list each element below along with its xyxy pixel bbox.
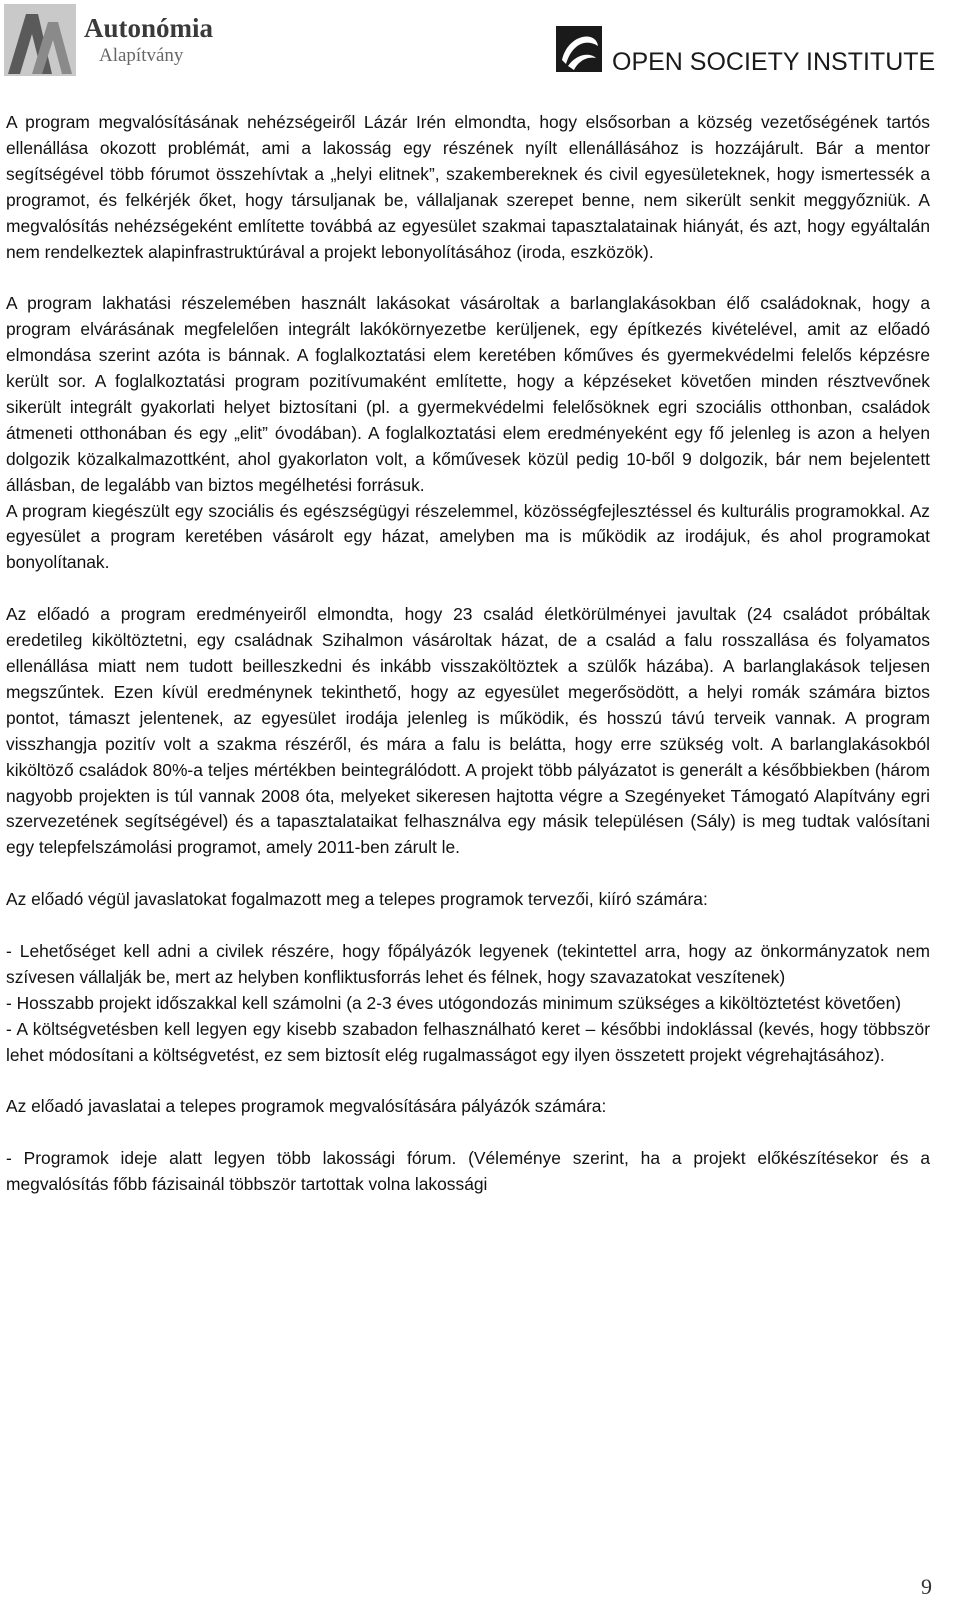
list-item-proposal-2: - Hosszabb projekt időszakkal kell számolni (a 2-3 éves utógondozás minimum szükséges a kiköltöztetést követően): [6, 992, 902, 1013]
open-society-institute-logo: [556, 20, 936, 80]
paragraph-applicant-proposals-intro: Az előadó javaslatai a telepes programok megvalósítására pályázók számára:: [6, 1096, 607, 1117]
list-item-proposal-3: - A költségvetésben kell legyen egy kisebb szabadon felhasználható keret – későbbi indoklással (kevés, hogy többször lehet módosítani a költségvetést, ez sem biztosít elég rugalmasságot egy ilyen összetett projekt végrehajtásához).: [6, 1018, 930, 1065]
page-header: [0, 0, 960, 90]
paragraph-difficulties: A program megvalósításának nehézségeiről Lázár Irén elmondta, hogy elsősorban a község vezetőségének tartós ellenállása okozott problémát, ami a lakosság egy részének nyílt ellenállásához is hozzájárult. Bár a mentor segítségével több fórumot összehívtak a „helyi elitnek”, szakembereknek és civil egyesületeknek, hogy ismertessék a programot, és felkérjék őket, hogy társuljanak be, vállaljanak szerepet benne, nem sikerült senkit meggyőzniük. A megvalósítás nehézségeként említette továbbá az egyesület szakmai tapasztalatainak hiányát, és azt, hogy egyáltalán nem rendelkeztek alapinfrastruktúrával a projekt lebonyolításához (iroda, eszközök).: [6, 112, 930, 262]
paragraph-proposals-intro: Az előadó végül javaslatokat fogalmazott meg a telepes programok tervezői, kiíró számára:: [6, 889, 708, 910]
paragraph-social-element: A program kiegészült egy szociális és egészségügyi részelemmel, közösségfejlesztéssel és kulturális programokkal. Az egyesület a program keretében vásárolt egy házat, amelyben ma is működik az irodájuk, és ahol programokat bonyolítanak.: [6, 500, 930, 573]
list-item-applicant-proposal-1: - Programok ideje alatt legyen több lakossági fórum. (Véleménye szerint, ha a projekt előkészítésekor és a megvalósítás főbb fázisainál többször tartottak volna lakossági: [6, 1148, 930, 1195]
list-item-proposal-1: - Lehetőséget kell adni a civilek részére, hogy főpályázók legyenek (tekintettel arra, hogy az önkormányzatok nem szívesen vállalják be, mert az helyben konfliktusforrás lehet és félnek, hogy szavazatokat veszítenek): [6, 940, 930, 987]
document-body: [6, 110, 930, 1198]
svg-text:OPEN SOCIETY INSTITUTE: OPEN SOCIETY INSTITUTE: [612, 48, 936, 76]
svg-text:Alapítvány: Alapítvány: [99, 45, 184, 66]
paragraph-housing-employment: A program lakhatási részelemében használt lakásokat vásároltak a barlanglakásokban élő családoknak, hogy a program elvárásának megfelelően integrált lakókörnyezetbe kerüljenek, egy építkezés kivételével, amit az előadó elmondása szerint azóta is bánnak. A foglalkoztatási elem keretében kőműves és gyermekvédelmi felelős képzésre került sor. A foglalkoztatási program pozitívumaként említette, hogy a képzéseket követően minden résztvevőnek sikerült integrált gyakorlati helyet biztosítani (pl. a gyermekvédelmi felelősöknek egri szociális otthonban, családok átmeneti otthonában és egy „elit” óvodában). A foglalkoztatási elem eredményeként egy fő jelenleg is azon a helyen dolgozik közalkalmazottként, ahol gyakorlaton volt, a kőművesek közül pedig 10-ből 9 dolgozik, bár nem bejelentett állásban, de legalább van biztos megélhetési forrásuk.: [6, 293, 930, 495]
page-number: 9: [921, 1574, 932, 1599]
svg-text:Autonómia: Autonómia: [84, 13, 214, 43]
autonomia-logo: [4, 4, 244, 78]
paragraph-results: Az előadó a program eredményeiről elmondta, hogy 23 család életkörülményei javultak (24 családot próbáltak eredetileg kiköltöztetni, egy családnak Szihalmon vásároltak házat, de a család a falu rosszallása és folyamatos ellenállása miatt nem tudott beilleszkedni és inkább visszaköltöztek a szülők házába). A barlanglakások teljesen megszűntek. Ezen kívül eredménynek tekinthető, hogy az egyesület megerősödött, a helyi romák számára biztos pontot, támaszt jelentenek, az egyesület irodája jelenleg is működik, és hosszú távú terveik vannak. A program visszhangja pozitív volt a szakma részéről, és mára a falu is belátta, hogy erre szükség volt. A barlanglakásokból kiköltöző családok 80%-a teljes mértékben beintegrálódott. A projekt több pályázatot is generált a későbbiekben (három nagyobb projekten is túl vannak 2008 óta, melyeket sikeresen hajtotta végre a Szegényeket Támogató Alapítvány egri szervezetének segítségével) és a tapasztalataikat felhasználva egy másik településen (Sály) is meg tudtak valósítani egy telepfelszámolási programot, amely 2011-ben zárult le.: [6, 604, 930, 858]
